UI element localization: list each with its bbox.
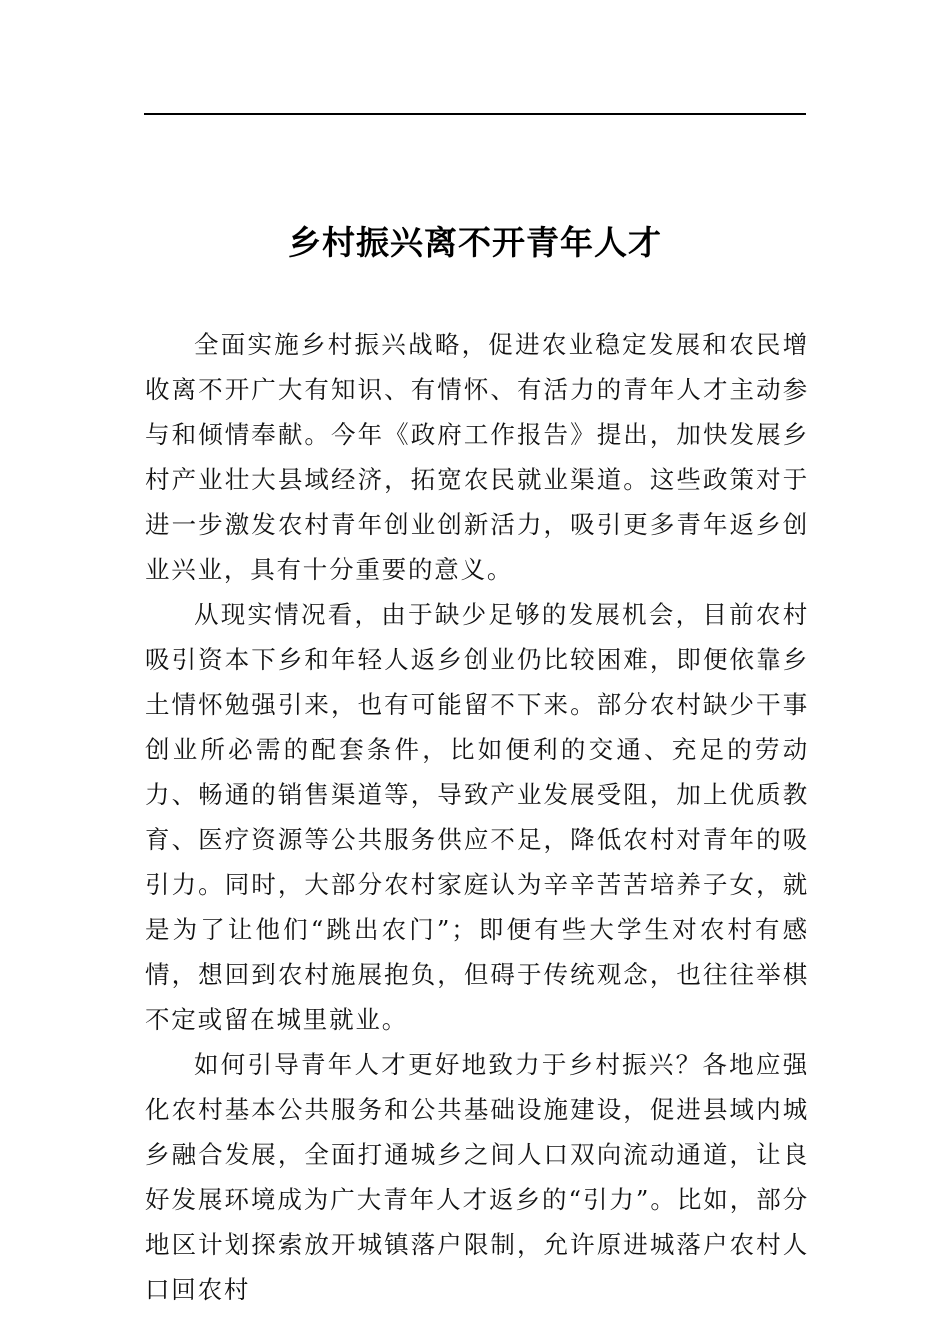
article-body — [145, 322, 809, 1312]
paragraph: 从现实情况看，由于缺少足够的发展机会，目前农村吸引资本下乡和年轻人返乡创业仍比较困难，即便依靠乡土情怀勉强引来，也有可能留不下来。部分农村缺少干事创业所必需的配套条件，比如便利的交通、充足的劳动力、畅通的销售渠道等，导致产业发展受阻，加上优质教育、医疗资源等公共服务供应不足，降低农村对青年的吸引力。同时，大部分农村家庭认为辛辛苦苦培养子女，就是为了让他们“跳出农门”；即便有些大学生对农村有感情，想回到农村施展抱负，但碍于传统观念，也往往举棋不定或留在城里就业。 — [145, 600, 809, 1034]
paragraph: 如何引导青年人才更好地致力于乡村振兴？各地应强化农村基本公共服务和公共基础设施建设，促进县域内城乡融合发展，全面打通城乡之间人口双向流动通道，让良好发展环境成为广大青年人才返乡的“引力”。比如，部分地区计划探索放开城镇落户限制，允许原进城落户农村人口回农村 — [145, 1050, 809, 1304]
article-title: 乡村振兴离不开青年人才 — [288, 223, 662, 262]
paragraph: 全面实施乡村振兴战略，促进农业稳定发展和农民增收离不开广大有知识、有情怀、有活力的青年人才主动参与和倾情奉献。今年《政府工作报告》提出，加快发展乡村产业壮大县域经济，拓宽农民就业渠道。这些政策对于进一步激发农村青年创业创新活力，吸引更多青年返乡创业兴业，具有十分重要的意义。 — [145, 330, 809, 584]
header-rule — [144, 113, 806, 115]
